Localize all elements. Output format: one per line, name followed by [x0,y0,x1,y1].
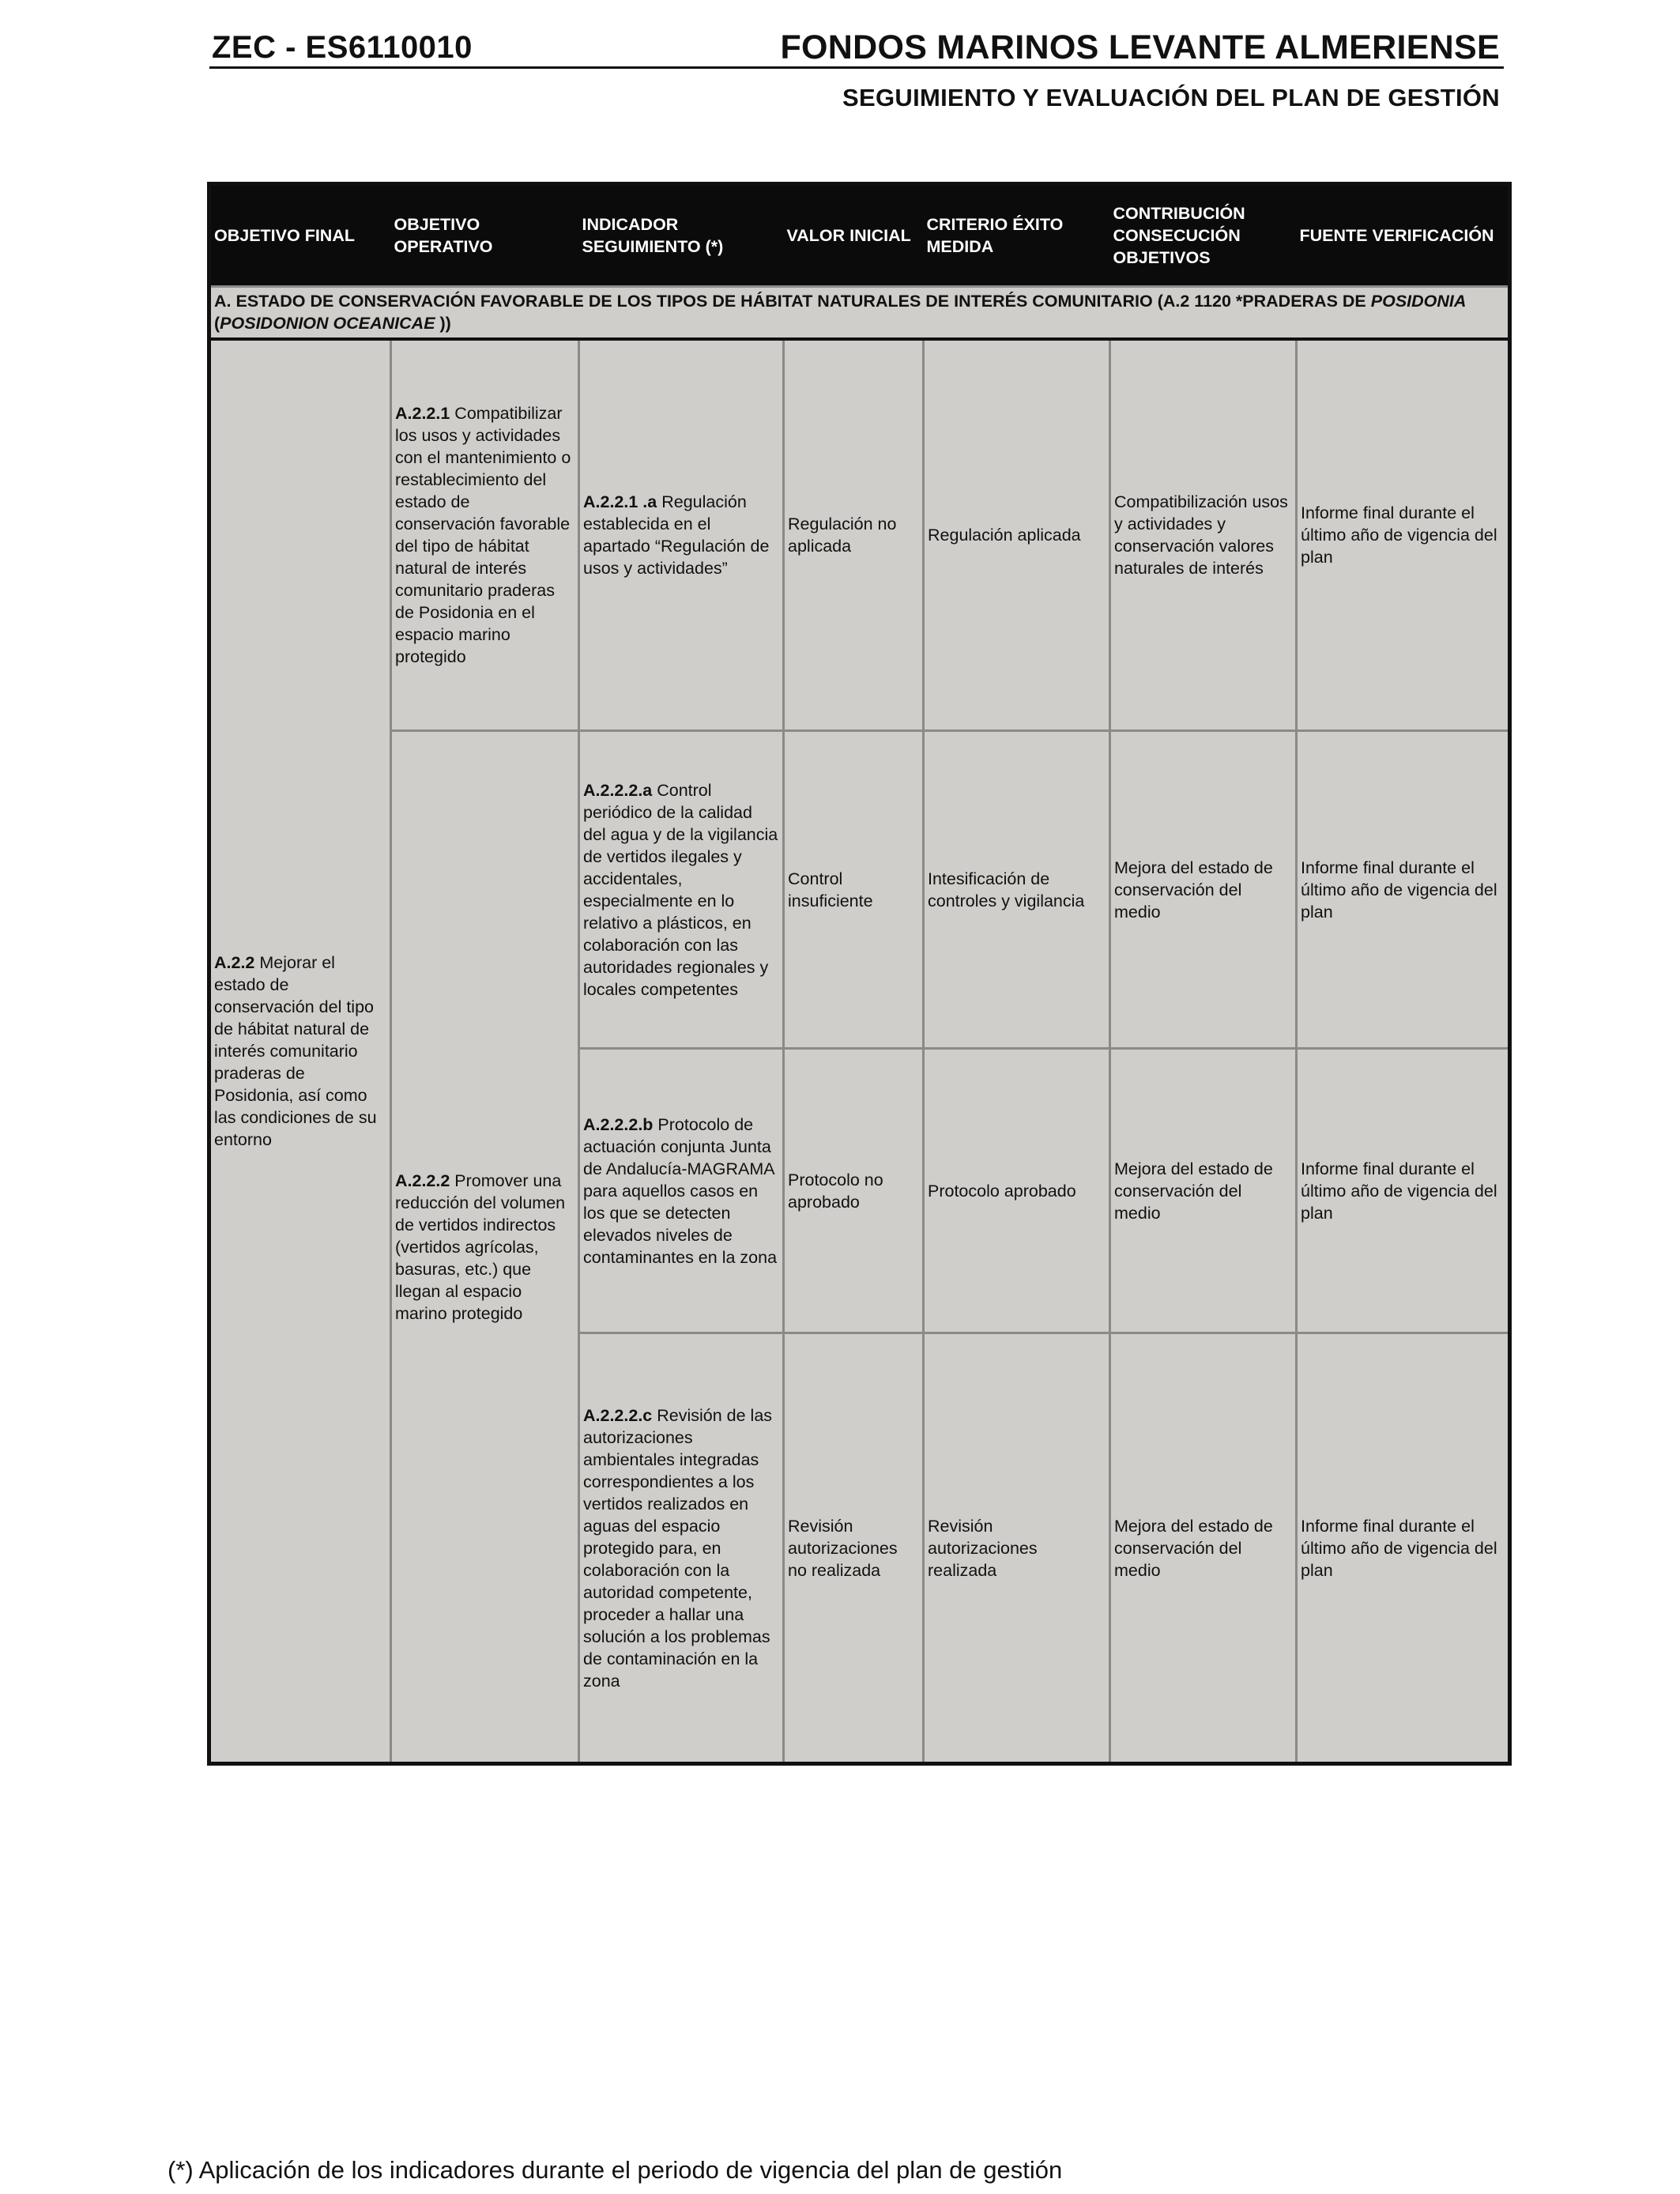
indicator-cell: A.2.2.2.a Control periódico de la calidad del agua y de la vigilancia de vertidos ilegales y accidentales, especialmente en lo relativo a plásticos, en colaboración con las autoridades regionales y locales competentes [579,731,784,1049]
success-criterion-cell: Protocolo aprobado [924,1049,1110,1333]
document-title: FONDOS MARINOS LEVANTE ALMERIENSE [780,28,1500,66]
column-header-indicator: INDICADOR SEGUIMIENTO (*) [579,184,784,287]
contribution-cell: Mejora del estado de conservación del medio [1110,731,1297,1049]
contribution-cell: Compatibilización usos y actividades y conservación valores naturales de interés [1110,339,1297,731]
contribution-cell: Mejora del estado de conservación del medio [1110,1049,1297,1333]
document-code: ZEC - ES6110010 [212,30,473,65]
section-row [209,287,1510,339]
table-row [209,339,1510,731]
column-header-contribution: CONTRIBUCIÓN CONSECUCIÓN OBJETIVOS [1110,184,1297,287]
column-header-final-objective: OBJETIVO FINAL [209,184,391,287]
column-header-operative-objective: OBJETIVO OPERATIVO [391,184,579,287]
table-row [209,731,1510,1049]
column-header-success-criterion: CRITERIO ÉXITO MEDIDA [924,184,1110,287]
header-divider [209,66,1504,69]
initial-value-cell: Regulación no aplicada [784,339,924,731]
column-header-verification-source: FUENTE VERIFICACIÓN [1297,184,1510,287]
verification-source-cell: Informe final durante el último año de vigencia del plan [1297,1049,1510,1333]
contribution-cell: Mejora del estado de conservación del medio [1110,1333,1297,1764]
success-criterion-cell: Regulación aplicada [924,339,1110,731]
initial-value-cell: Control insuficiente [784,731,924,1049]
verification-source-cell: Informe final durante el último año de vigencia del plan [1297,339,1510,731]
footnote: (*) Aplicación de los indicadores durante el periodo de vigencia del plan de gestión [168,2156,1063,2184]
column-header-initial-value: VALOR INICIAL [784,184,924,287]
operative-objective-cell: A.2.2.2 Promover una reducción del volumen de vertidos indirectos (vertidos agrícolas, basuras, etc.) que llegan al espacio marino protegido [391,731,579,1764]
final-objective-cell: A.2.2 Mejorar el estado de conservación del tipo de hábitat natural de interés comunitario praderas de Posidonia, así como las condiciones de su entorno [209,339,391,1764]
initial-value-cell: Revisión autorizaciones no realizada [784,1333,924,1764]
management-plan-table [207,182,1512,1766]
verification-source-cell: Informe final durante el último año de vigencia del plan [1297,731,1510,1049]
section-title: A. ESTADO DE CONSERVACIÓN FAVORABLE DE LOS TIPOS DE HÁBITAT NATURALES DE INTERÉS COMUNITARIO (A.2 1120 *PRADERAS DE POSIDONIA (POSIDONION OCEANICAE )) [209,287,1510,339]
operative-objective-cell: A.2.2.1 Compatibilizar los usos y actividades con el mantenimiento o restablecimiento del estado de conservación favorable del tipo de hábitat natural de interés comunitario praderas de Posidonia en el espacio marino protegido [391,339,579,731]
success-criterion-cell: Revisión autorizaciones realizada [924,1333,1110,1764]
indicator-cell: A.2.2.2.b Protocolo de actuación conjunta Junta de Andalucía-MAGRAMA para aquellos casos en los que se detecten elevados niveles de contaminantes en la zona [579,1049,784,1333]
success-criterion-cell: Intesificación de controles y vigilancia [924,731,1110,1049]
indicator-cell: A.2.2.1 .a Regulación establecida en el apartado “Regulación de usos y actividades” [579,339,784,731]
indicator-cell: A.2.2.2.c Revisión de las autorizaciones ambientales integradas correspondientes a los vertidos realizados en aguas del espacio protegido para, en colaboración con la autoridad competente, proceder a hallar una solución a los problemas de contaminación en la zona [579,1333,784,1764]
initial-value-cell: Protocolo no aprobado [784,1049,924,1333]
table-header-row [209,184,1510,287]
verification-source-cell: Informe final durante el último año de vigencia del plan [1297,1333,1510,1764]
document-subtitle: SEGUIMIENTO Y EVALUACIÓN DEL PLAN DE GESTIÓN [842,84,1500,111]
